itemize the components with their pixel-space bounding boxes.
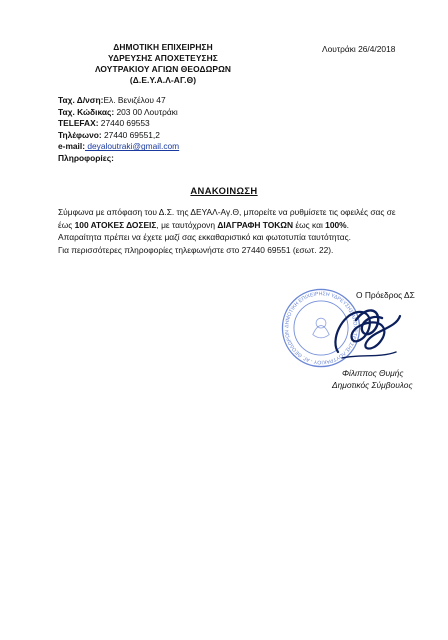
contact-block	[58, 95, 298, 165]
contact-info-label: Πληροφορίες:	[58, 152, 114, 163]
announcement-heading: ΑΝΑΚΟΙΝΩΣΗ	[190, 185, 258, 196]
contact-telefax-label: TELEFAX:	[58, 118, 99, 129]
contact-address-label: Ταχ. Δ/νση:	[58, 95, 104, 105]
contact-email-label: e-mail:	[58, 141, 85, 152]
stamp-ring-text: ΔΗΜΟΤΙΚΗ ΕΠΙΧΕΙΡΗΣΗ ΥΔΡΕΥΣΗΣ ΑΠΟΧΕΤΕΥΣΗΣ ΛΟΥΤΡΑΚΙΟΥ - ΑΓ. ΘΕΟΔΩΡΩΝ	[284, 291, 358, 365]
contact-postcode-label: Ταχ. Κώδικας:	[58, 106, 115, 117]
paragraph-1-text-a: Σύμφωνα με απόφαση του Δ.Σ. της ΔΕΥΑΛ-Αγ.Θ, μπορείτε να ρυθμίσετε τις οφειλές σας σε έως	[58, 207, 396, 230]
contact-address-value: Ελ. Βενιζέλου 47	[103, 95, 166, 105]
paragraph-1-text-b: , με ταυτόχρονη	[156, 219, 218, 230]
document-date: Λουτράκι 26/4/2018	[322, 44, 396, 54]
contact-phone-value: 27440 69551,2	[101, 129, 160, 140]
letterhead-line-2: ΥΔΡΕΥΣΗΣ ΑΠΟΧΕΤΕΥΣΗΣ	[108, 53, 218, 63]
signatory-name: Φίλιππος Θυμής	[342, 368, 404, 378]
letterhead-line-1: ΔΗΜΟΤΙΚΗ ΕΠΙΧΕΙΡΗΣΗ	[113, 42, 213, 52]
paragraph-1-text-c: έως και	[293, 219, 326, 230]
letterhead-line-4: (Δ.Ε.Υ.Α.Λ-ΑΓ.Θ)	[129, 75, 197, 85]
contact-phone-label: Τηλέφωνο:	[58, 129, 102, 140]
paragraph-1-text-d: .	[346, 219, 349, 230]
contact-telefax	[58, 118, 298, 130]
contact-telefax-value: 27440 69553	[98, 118, 150, 129]
contact-info	[58, 153, 298, 165]
paragraph-1-emphasis-installments: 100 ΑΤΟΚΕΣ ΔΟΣΕΙΣ	[74, 219, 157, 230]
signatory-role: Δημοτικός Σύμβουλος	[332, 380, 413, 390]
handwritten-signature	[320, 300, 410, 370]
contact-email	[58, 141, 298, 153]
contact-postcode	[58, 107, 298, 119]
contact-address	[58, 95, 298, 107]
contact-email-link[interactable]: deyaloutraki@gmail.com	[85, 141, 180, 152]
announcement-paragraph-1	[58, 206, 408, 231]
announcement-paragraph-3: Για περισσότερες πληροφορίες τηλεφωνήστε στο 27440 69551 (εσωτ. 22).	[58, 244, 334, 255]
announcement-paragraph-2: Απαραίτητα πρέπει να έχετε μαζί σας εκκαθαριστικό και φωτοτυπία ταυτότητας.	[58, 232, 351, 242]
contact-postcode-value: 203 00 Λουτράκι	[114, 106, 178, 117]
letterhead-line-3: ΛΟΥΤΡΑΚΙΟΥ ΑΓΙΩΝ ΘΕΟΔΩΡΩΝ	[94, 64, 232, 74]
paragraph-1-emphasis-interest: ΔΙΑΓΡΑΦΗ ΤΟΚΩΝ	[217, 219, 294, 230]
letterhead	[58, 42, 268, 86]
contact-phone	[58, 130, 298, 142]
announcement-body	[58, 206, 408, 256]
paragraph-1-emphasis-percent: 100%	[325, 219, 347, 230]
signatory-title: Ο Πρόεδρος ΔΣ	[356, 290, 415, 300]
